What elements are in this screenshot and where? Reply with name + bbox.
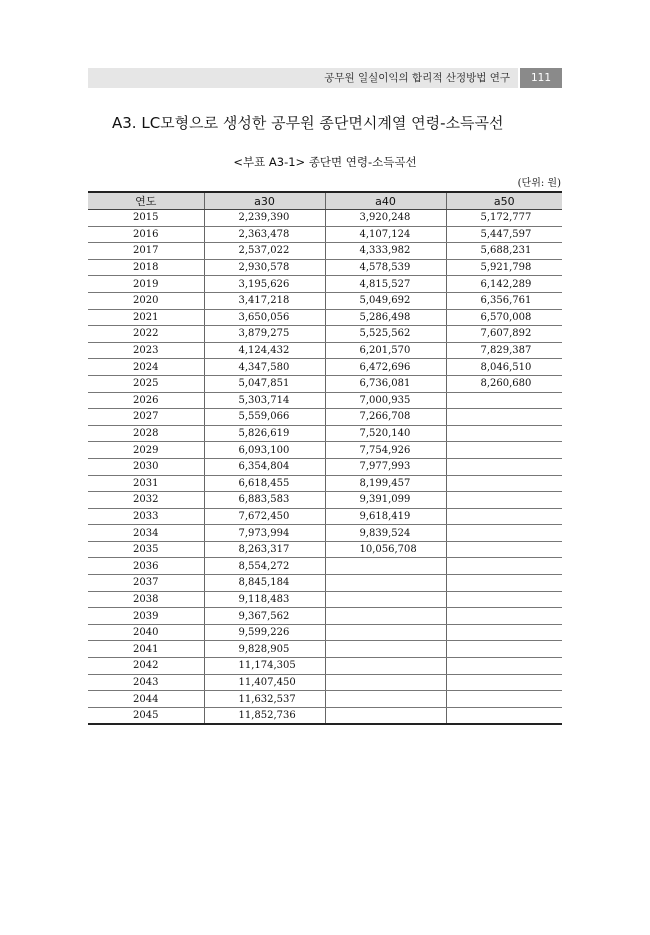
table-row [88, 342, 562, 359]
cell-year: 2043 [88, 674, 204, 691]
cell-a30: 11,174,305 [204, 658, 325, 675]
cell-a30: 3,417,218 [204, 292, 325, 309]
table-row [88, 508, 562, 525]
cell-a40: 4,815,527 [325, 276, 446, 293]
cell-a30: 11,632,537 [204, 691, 325, 708]
cell-year: 2042 [88, 658, 204, 675]
cell-a50: 7,829,387 [446, 342, 562, 359]
table-row [88, 226, 562, 243]
section-title: A3. LC모형으로 생성한 공무원 종단면시계열 연령-소득곡선 [112, 114, 504, 132]
cell-a40: 5,286,498 [325, 309, 446, 326]
cell-a50 [446, 475, 562, 492]
header-title: 공무원 일실이익의 합리적 산정방법 연구 [88, 68, 518, 88]
page-number: 111 [520, 68, 562, 88]
table-caption: <부표 A3-1> 종단면 연령-소득곡선 [233, 155, 417, 169]
cell-year: 2022 [88, 326, 204, 343]
cell-a40: 10,056,708 [325, 541, 446, 558]
cell-a50 [446, 575, 562, 592]
table-body [88, 210, 562, 725]
cell-a30: 8,263,317 [204, 541, 325, 558]
table-row [88, 292, 562, 309]
cell-year: 2015 [88, 210, 204, 227]
cell-a30: 6,883,583 [204, 492, 325, 509]
cell-year: 2018 [88, 259, 204, 276]
table-row [88, 641, 562, 658]
cell-a40 [325, 691, 446, 708]
cell-a30: 9,599,226 [204, 624, 325, 641]
cell-a40: 7,754,926 [325, 442, 446, 459]
cell-year: 2020 [88, 292, 204, 309]
cell-a50: 5,447,597 [446, 226, 562, 243]
table-row [88, 608, 562, 625]
cell-a50: 6,142,289 [446, 276, 562, 293]
cell-year: 2023 [88, 342, 204, 359]
table-row [88, 575, 562, 592]
table-row [88, 309, 562, 326]
cell-year: 2034 [88, 525, 204, 542]
cell-a40: 3,920,248 [325, 210, 446, 227]
cell-a50 [446, 591, 562, 608]
cell-year: 2029 [88, 442, 204, 459]
cell-a30: 9,118,483 [204, 591, 325, 608]
table-row [88, 259, 562, 276]
cell-a30: 6,354,804 [204, 458, 325, 475]
cell-a30: 5,559,066 [204, 409, 325, 426]
cell-a50 [446, 658, 562, 675]
cell-a50 [446, 541, 562, 558]
cell-a30: 5,303,714 [204, 392, 325, 409]
cell-year: 2038 [88, 591, 204, 608]
cell-a40: 4,107,124 [325, 226, 446, 243]
cell-a40: 6,736,081 [325, 375, 446, 392]
cell-a30: 2,537,022 [204, 243, 325, 260]
cell-a40: 8,199,457 [325, 475, 446, 492]
cell-year: 2017 [88, 243, 204, 260]
cell-a50 [446, 458, 562, 475]
cell-a40: 5,525,562 [325, 326, 446, 343]
cell-a30: 6,618,455 [204, 475, 325, 492]
cell-year: 2021 [88, 309, 204, 326]
cell-a50: 8,046,510 [446, 359, 562, 376]
cell-a30: 2,239,390 [204, 210, 325, 227]
cell-a50 [446, 392, 562, 409]
cell-a30: 9,828,905 [204, 641, 325, 658]
cell-a30: 5,826,619 [204, 425, 325, 442]
cell-a40: 9,391,099 [325, 492, 446, 509]
page-header [88, 68, 562, 88]
table-row [88, 691, 562, 708]
table-row [88, 707, 562, 724]
cell-year: 2045 [88, 707, 204, 724]
cell-year: 2019 [88, 276, 204, 293]
cell-a50: 6,570,008 [446, 309, 562, 326]
table-row [88, 276, 562, 293]
cell-year: 2031 [88, 475, 204, 492]
cell-a50: 6,356,761 [446, 292, 562, 309]
table-row [88, 425, 562, 442]
cell-a50 [446, 558, 562, 575]
cell-year: 2036 [88, 558, 204, 575]
table-row [88, 442, 562, 459]
cell-a30: 3,195,626 [204, 276, 325, 293]
cell-year: 2032 [88, 492, 204, 509]
cell-a40 [325, 624, 446, 641]
cell-a40: 7,977,993 [325, 458, 446, 475]
cell-a40: 7,266,708 [325, 409, 446, 426]
cell-a50 [446, 492, 562, 509]
table-row [88, 458, 562, 475]
cell-a50: 5,172,777 [446, 210, 562, 227]
cell-a30: 7,973,994 [204, 525, 325, 542]
cell-a50 [446, 608, 562, 625]
cell-year: 2025 [88, 375, 204, 392]
cell-year: 2037 [88, 575, 204, 592]
cell-a30: 3,879,275 [204, 326, 325, 343]
table-row [88, 492, 562, 509]
cell-a50 [446, 442, 562, 459]
cell-a40: 7,520,140 [325, 425, 446, 442]
cell-a40: 5,049,692 [325, 292, 446, 309]
cell-a40 [325, 707, 446, 724]
cell-a50: 7,607,892 [446, 326, 562, 343]
cell-a40 [325, 674, 446, 691]
cell-a40: 9,839,524 [325, 525, 446, 542]
table-row [88, 326, 562, 343]
cell-a30: 11,407,450 [204, 674, 325, 691]
cell-a30: 4,347,580 [204, 359, 325, 376]
table-row [88, 392, 562, 409]
table-row [88, 359, 562, 376]
cell-a30: 8,554,272 [204, 558, 325, 575]
cell-a50 [446, 508, 562, 525]
cell-year: 2016 [88, 226, 204, 243]
cell-a40 [325, 608, 446, 625]
cell-year: 2028 [88, 425, 204, 442]
cell-a30: 7,672,450 [204, 508, 325, 525]
table-row [88, 541, 562, 558]
cell-a50 [446, 624, 562, 641]
cell-a40 [325, 591, 446, 608]
table-row [88, 658, 562, 675]
cell-a30: 9,367,562 [204, 608, 325, 625]
cell-a40: 6,201,570 [325, 342, 446, 359]
header-a50: a50 [446, 192, 562, 210]
cell-a50 [446, 425, 562, 442]
cell-a30: 6,093,100 [204, 442, 325, 459]
table-row [88, 210, 562, 227]
cell-a30: 2,363,478 [204, 226, 325, 243]
table-row [88, 558, 562, 575]
cell-a30: 3,650,056 [204, 309, 325, 326]
cell-year: 2035 [88, 541, 204, 558]
cell-a50 [446, 409, 562, 426]
cell-a50: 5,921,798 [446, 259, 562, 276]
income-table [88, 191, 562, 725]
cell-a40: 6,472,696 [325, 359, 446, 376]
cell-a30: 4,124,432 [204, 342, 325, 359]
cell-a40 [325, 558, 446, 575]
cell-a50 [446, 691, 562, 708]
cell-a40: 4,578,539 [325, 259, 446, 276]
cell-a40 [325, 575, 446, 592]
table-row [88, 591, 562, 608]
cell-a40: 9,618,419 [325, 508, 446, 525]
table-row [88, 375, 562, 392]
cell-year: 2033 [88, 508, 204, 525]
cell-a40: 4,333,982 [325, 243, 446, 260]
table-row [88, 525, 562, 542]
cell-a50 [446, 641, 562, 658]
cell-a30: 11,852,736 [204, 707, 325, 724]
cell-year: 2026 [88, 392, 204, 409]
table-row [88, 475, 562, 492]
cell-year: 2040 [88, 624, 204, 641]
cell-year: 2030 [88, 458, 204, 475]
cell-year: 2041 [88, 641, 204, 658]
table-row [88, 243, 562, 260]
cell-a30: 8,845,184 [204, 575, 325, 592]
header-row [88, 192, 562, 210]
header-year: 연도 [88, 192, 204, 210]
cell-a50: 8,260,680 [446, 375, 562, 392]
cell-year: 2039 [88, 608, 204, 625]
unit-label: (단위: 원) [517, 178, 561, 189]
header-a40: a40 [325, 192, 446, 210]
cell-year: 2044 [88, 691, 204, 708]
cell-a50 [446, 707, 562, 724]
cell-a40 [325, 641, 446, 658]
cell-a40 [325, 658, 446, 675]
cell-year: 2027 [88, 409, 204, 426]
header-a30: a30 [204, 192, 325, 210]
cell-a50 [446, 674, 562, 691]
cell-a50 [446, 525, 562, 542]
cell-a30: 2,930,578 [204, 259, 325, 276]
table-row [88, 674, 562, 691]
cell-year: 2024 [88, 359, 204, 376]
cell-a40: 7,000,935 [325, 392, 446, 409]
cell-a30: 5,047,851 [204, 375, 325, 392]
table-row [88, 409, 562, 426]
cell-a50: 5,688,231 [446, 243, 562, 260]
table-row [88, 624, 562, 641]
